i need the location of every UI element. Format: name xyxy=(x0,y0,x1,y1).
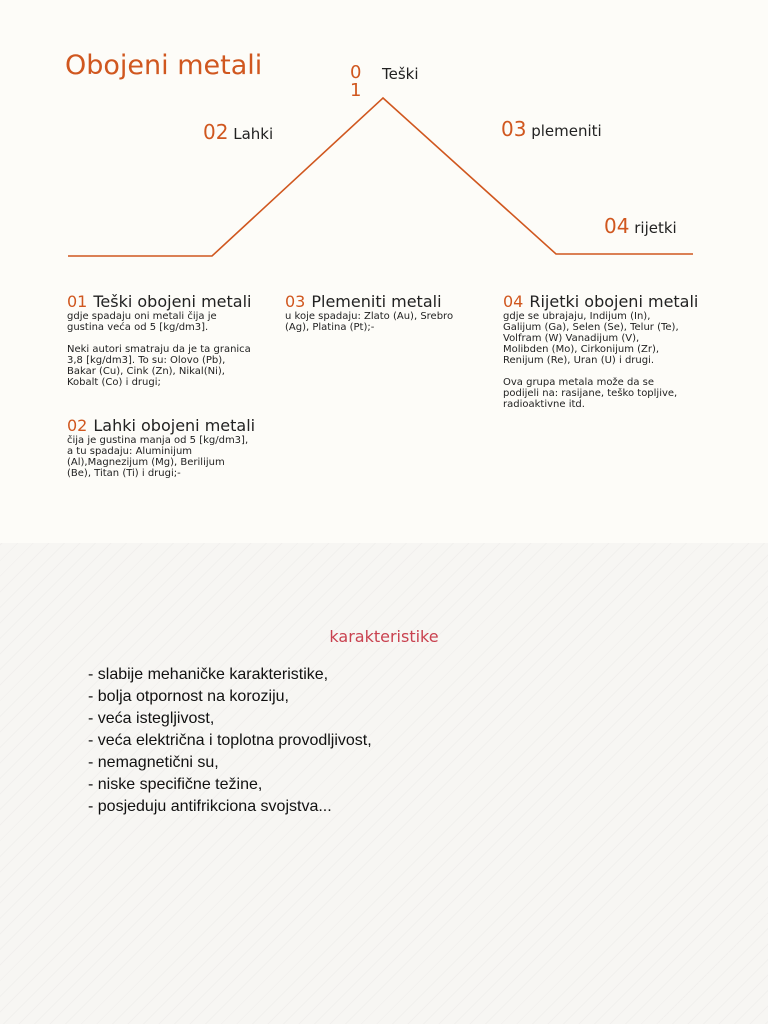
list-item: - bolja otpornost na koroziju, xyxy=(88,688,289,705)
karakteristike-title: karakteristike xyxy=(329,627,439,646)
peak-label-lahki: Lahki xyxy=(233,125,274,143)
peak-number-03: 03 xyxy=(501,117,527,141)
section-heading xyxy=(67,417,255,435)
peak-label-rijetki-group xyxy=(604,216,677,236)
section-text: gdje spadaju oni metali čija je gustina veća od 5 [kg/dm3]. xyxy=(67,311,217,333)
peak-label-plemeniti-group xyxy=(501,119,602,139)
peak-label-plemeniti: plemeniti xyxy=(531,122,602,140)
section-text: čija je gustina manja od 5 [kg/dm3], a tu spadaju: Aluminijum (Al),Magnezijum (Mg), Berilijum (Be), Titan (Ti) i drugi;- xyxy=(67,435,249,479)
section-plemeniti xyxy=(285,293,453,344)
peak-label-lahki-group xyxy=(203,122,273,142)
list-item: - niske specifične težine, xyxy=(88,776,263,793)
section-title: Teški obojeni metali xyxy=(93,292,252,311)
list-item: - nemagnetični su, xyxy=(88,754,219,771)
section-number: 02 xyxy=(67,416,88,435)
peak-number-04: 04 xyxy=(604,214,630,238)
peak-label-teski: Teški xyxy=(382,65,419,83)
section-title: Rijetki obojeni metali xyxy=(529,292,699,311)
section-number: 04 xyxy=(503,292,524,311)
section-rijetki xyxy=(503,293,698,421)
section-teski xyxy=(67,293,251,399)
section-heading xyxy=(67,293,251,311)
section-heading xyxy=(285,293,453,311)
section-title: Plemeniti metali xyxy=(311,292,442,311)
section-number: 01 xyxy=(67,292,88,311)
section-text: gdje se ubrajaju, Indijum (In), Galijum (Ga), Selen (Se), Telur (Te), Volfram (W) Vanadijum (V), Molibden (Mo), Cirkonijum (Zr), Renijum (Re), Uran (U) i drugi. xyxy=(503,311,679,366)
section-text: Ova grupa metala može da se podijeli na: rasijane, teško topljive, radioaktivne itd. xyxy=(503,377,678,410)
list-item: - veća istegljivost, xyxy=(88,710,215,727)
section-text: u koje spadaju: Zlato (Au), Srebro (Ag), Platina (Pt);- xyxy=(285,311,454,333)
peak-number-02: 02 xyxy=(203,120,229,144)
peak-number-01: 01 xyxy=(350,62,362,101)
list-item: - veća električna i toplotna provodljivost, xyxy=(88,732,372,749)
list-item: - slabije mehaničke karakteristike, xyxy=(88,666,329,683)
page-title: Obojeni metali xyxy=(65,50,263,81)
section-text: Neki autori smatraju da je ta granica 3,8 [kg/dm3]. To su: Olovo (Pb), Bakar (Cu), Cink (Zn), Nikal(Ni), Kobalt (Co) i drugi; xyxy=(67,344,251,388)
karakteristike-list xyxy=(88,664,372,818)
slide-karakteristike xyxy=(0,543,768,1024)
section-title: Lahki obojeni metali xyxy=(93,416,256,435)
section-heading xyxy=(503,293,698,311)
peak-line-diagram xyxy=(0,0,768,300)
peak-label-rijetki: rijetki xyxy=(634,219,677,237)
section-number: 03 xyxy=(285,292,306,311)
section-lahki xyxy=(67,417,255,490)
list-item: - posjeduju antifrikciona svojstva... xyxy=(88,798,332,815)
